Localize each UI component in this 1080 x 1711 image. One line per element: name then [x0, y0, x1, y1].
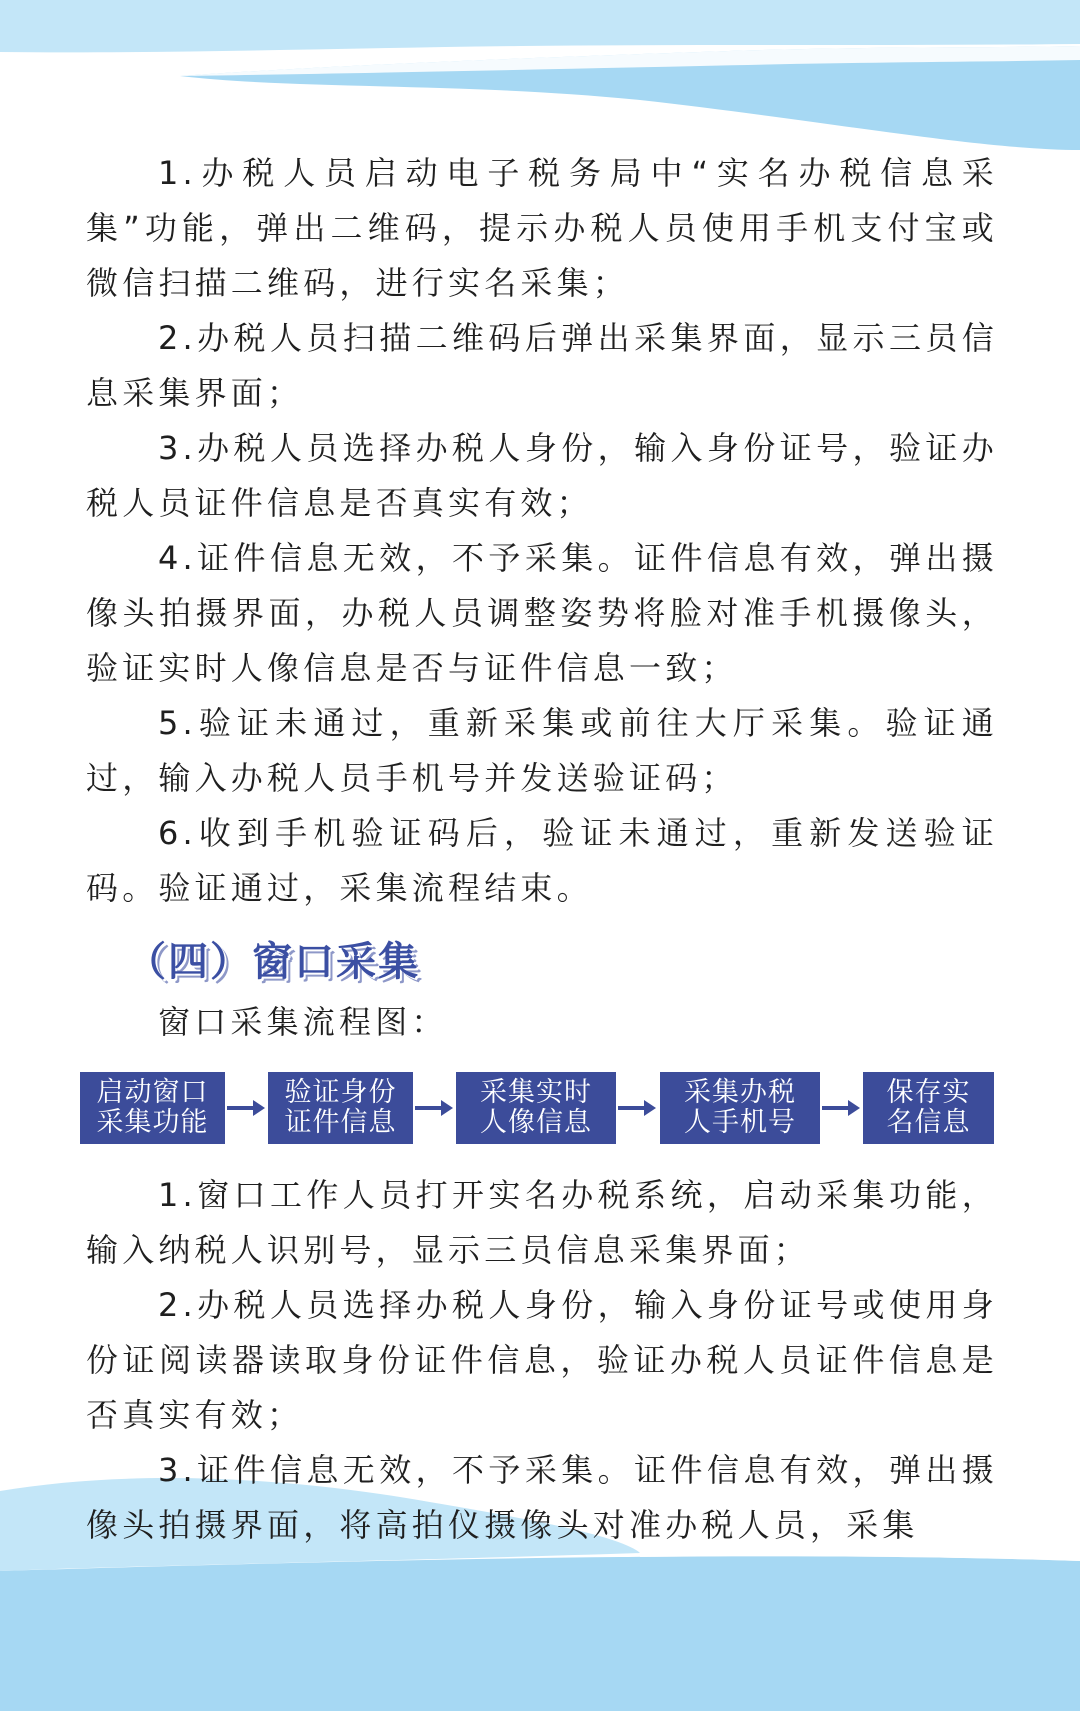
arrow-right-icon — [227, 1098, 265, 1118]
flow-step-save-info: 保存实 名信息 — [863, 1072, 994, 1144]
arrow-right-icon — [822, 1098, 860, 1118]
flow-step-verify-id: 验证身份 证件信息 — [268, 1072, 413, 1144]
paragraph-group-top — [86, 146, 998, 916]
main-content — [86, 146, 998, 1553]
flow-step-capture-face: 采集实时 人像信息 — [456, 1072, 616, 1144]
paragraph-group-bottom — [86, 1168, 998, 1553]
online-step-5: 5.验证未通过，重新采集或前往大厅采集。验证通过，输入办税人员手机号并发送验证码； — [86, 704, 998, 797]
arrow-right-icon — [618, 1098, 656, 1118]
top-wave-decoration — [0, 0, 1080, 170]
online-step-6: 6.收到手机验证码后，验证未通过，重新发送验证码。验证通过，采集流程结束。 — [86, 814, 998, 907]
window-step-1: 1.窗口工作人员打开实名办税系统，启动采集功能，输入纳税人识别号，显示三员信息采集界面； — [86, 1176, 998, 1269]
online-step-3: 3.办税人员选择办税人身份，输入身份证号，验证办税人员证件信息是否真实有效； — [86, 429, 998, 522]
flow-step-start-window: 启动窗口 采集功能 — [80, 1072, 225, 1144]
flowchart — [80, 1072, 1000, 1144]
flow-step-capture-phone: 采集办税 人手机号 — [660, 1072, 820, 1144]
window-step-3: 3.证件信息无效，不予采集。证件信息有效，弹出摄像头拍摄界面，将高拍仪摄像头对准办税人员，采集 — [86, 1451, 998, 1544]
flow-intro: 窗口采集流程图： — [158, 1003, 448, 1041]
online-step-1: 1.办税人员启动电子税务局中“实名办税信息采集”功能，弹出二维码，提示办税人员使用手机支付宝或微信扫描二维码，进行实名采集； — [86, 154, 998, 302]
online-step-4: 4.证件信息无效，不予采集。证件信息有效，弹出摄像头拍摄界面，办税人员调整姿势将脸对准手机摄像头，验证实时人像信息是否与证件信息一致； — [86, 539, 998, 687]
section-title: （四）窗口采集 — [126, 939, 420, 985]
online-step-2: 2.办税人员扫描二维码后弹出采集界面，显示三员信息采集界面； — [86, 319, 998, 412]
window-step-2: 2.办税人员选择办税人身份，输入身份证号或使用身份证阅读器读取身份证件信息，验证办税人员证件信息是否真实有效； — [86, 1286, 998, 1434]
arrow-right-icon — [415, 1098, 453, 1118]
